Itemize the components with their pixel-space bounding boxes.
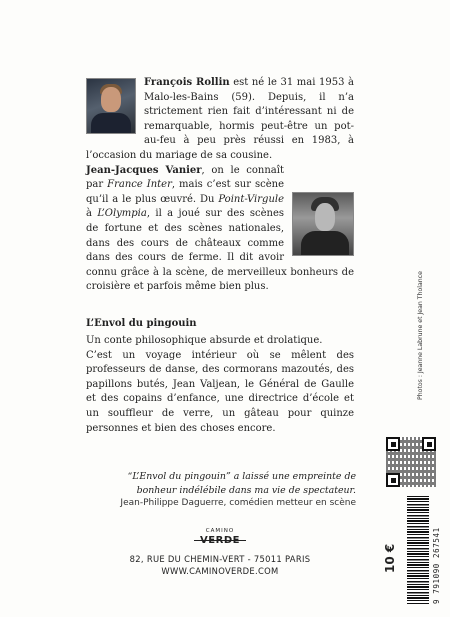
author-bios <box>86 76 354 295</box>
rollin-photo-face <box>101 87 121 112</box>
vanier-venue-1: Point-Virgule <box>218 193 284 205</box>
book-title: L’Envol du pingouin <box>86 318 197 329</box>
qr-finder-top-right <box>422 437 436 451</box>
vanier-name: Jean-Jacques Vanier <box>86 164 202 176</box>
qr-code <box>386 437 436 487</box>
publisher-logo <box>200 528 240 546</box>
quote-author: Jean-Philippe Daguerre, comédien metteur en scène <box>120 498 356 508</box>
book-description <box>86 334 354 436</box>
rollin-bio: est né le 31 mai 1953 à Malo-les-Bains (59). Depuis, il n’a strictement rien fait d’intéressant ni de remarquable, hormis peut-être un pot-au-feu à peu près réussi en 1983, à l’occasion du mariage de sa cousine. <box>86 77 354 161</box>
publisher-block <box>86 528 354 577</box>
vanier-photo <box>292 192 354 256</box>
qr-finder-bottom-left <box>386 473 400 487</box>
vanier-bio-part-1: , on le connaît par <box>86 164 284 191</box>
logo-top-text: CAMINO <box>205 528 235 534</box>
rollin-photo-body <box>91 113 131 134</box>
publisher-street: 82, RUE DU CHEMIN-VERT - 75011 PARIS <box>129 554 311 564</box>
price-label: 10 € <box>383 543 397 573</box>
book-summary: C’est un voyage intérieur où se mêlent des professeurs de danse, des cormorans mazoutés, des papillons butés, Jean Valjean, le Général de Gaulle et des copains d’enfance, une directrice d’école et un souffleur de verre, un gâteau pour quinze personnes et bien des choses encore. <box>86 349 354 434</box>
book-subtitle: Un conte philosophique absurde et drolatique. <box>86 335 323 346</box>
isbn-number: 9 791090 267541 <box>432 527 441 604</box>
photo-credit: Photos : Jeanne Labrune et Jean Tholance <box>417 271 424 400</box>
publisher-address <box>86 553 354 577</box>
vanier-bio-part-3: à <box>86 208 98 220</box>
vanier-photo-body <box>301 231 349 256</box>
vanier-venue-2: L’Olympia <box>97 208 147 220</box>
vanier-station: France Inter <box>107 179 172 191</box>
vanier-photo-face <box>315 203 335 231</box>
logo-bottom-text: VERDE <box>200 535 240 546</box>
vanier-bio-part-2: , mais c’est sur scène qu’il a le plus œuvré. Du <box>86 179 284 205</box>
vanier-bio-part-4: , il a joué sur des scènes de fortune et des scènes nationales, dans des cours de châteaux comme dans des cours de ferme. Il dit avoir connu grâce à la scène, de merveilleux bonheurs de croisière et parfois même bien plus. <box>86 208 354 293</box>
quote-text: “L’Envol du pingouin” a laissé une empreinte de bonheur indélébile dans ma vie de spectateur. <box>127 471 356 496</box>
publisher-website: WWW.CAMINOVERDE.COM <box>161 566 279 576</box>
barcode <box>407 496 429 604</box>
qr-finder-top-left <box>386 437 400 451</box>
rollin-photo <box>86 78 136 134</box>
rollin-name: François Rollin <box>144 77 230 88</box>
review-quote <box>100 470 356 511</box>
